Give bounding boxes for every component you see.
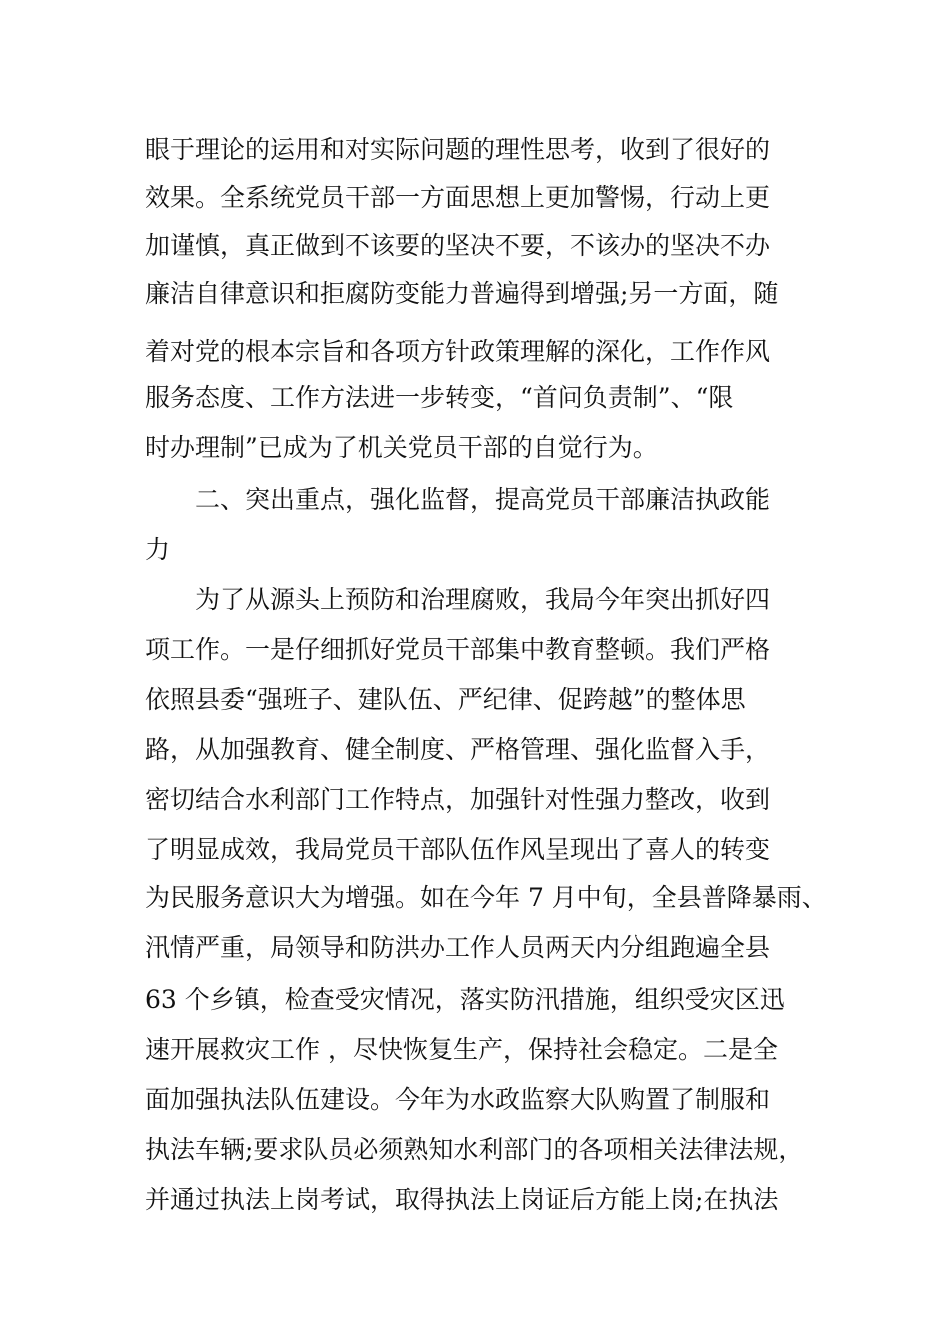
text-line: 项工作。一是仔细抓好党员干部集中教育整顿。我们严格 xyxy=(145,635,771,664)
text-line: 面加强执法队伍建设。今年为水政监察大队购置了制服和 xyxy=(145,1085,771,1114)
text-line: 63 个乡镇，检查受灾情况，落实防汛措施，组织受灾区迅 xyxy=(145,985,785,1014)
text-line: 加谨慎，真正做到不该要的坚决不要，不该办的坚决不办 xyxy=(145,231,771,260)
text-line: 效果。全系统党员干部一方面思想上更加警惕，行动上更 xyxy=(145,183,771,212)
text-line: 了明显成效，我局党员干部队伍作风呈现出了喜人的转变 xyxy=(145,835,771,864)
text-line: 为民服务意识大为增强。如在今年 7 月中旬，全县普降暴雨、 xyxy=(145,883,827,912)
text-line: 路，从加强教育、健全制度、严格管理、强化监督入手， xyxy=(145,735,771,764)
text-line: 执法车辆;要求队员必须熟知水利部门的各项相关法律法规， xyxy=(145,1135,804,1164)
section-heading-continued: 力 xyxy=(145,535,171,564)
text-line: 服务态度、工作方法进一步转变，“首问负责制”、“限 xyxy=(145,383,734,412)
text-line: 并通过执法上岗考试，取得执法上岗证后方能上岗;在执法 xyxy=(145,1185,779,1214)
paragraph-first-line: 为了从源头上预防和治理腐败，我局今年突出抓好四 xyxy=(195,585,771,614)
text-line: 汛情严重，局领导和防洪办工作人员两天内分组跑遍全县 xyxy=(145,933,771,962)
text-line: 依照县委“强班子、建队伍、严纪律、促跨越”的整体思 xyxy=(145,685,746,714)
text-line: 着对党的根本宗旨和各项方针政策理解的深化，工作作风 xyxy=(145,337,771,366)
text-line: 速开展救灾工作 ，尽快恢复生产，保持社会稳定。二是全 xyxy=(145,1035,778,1064)
text-line: 密切结合水利部门工作特点，加强针对性强力整改，收到 xyxy=(145,785,771,814)
section-heading: 二、突出重点，强化监督，提高党员干部廉洁执政能 xyxy=(195,485,771,514)
text-line: 廉洁自律意识和拒腐防变能力普遍得到增强;另一方面，随 xyxy=(145,279,779,308)
text-line: 时办理制”已成为了机关党员干部的自觉行为。 xyxy=(145,433,658,462)
text-line: 眼于理论的运用和对实际问题的理性思考，收到了很好的 xyxy=(145,135,771,164)
